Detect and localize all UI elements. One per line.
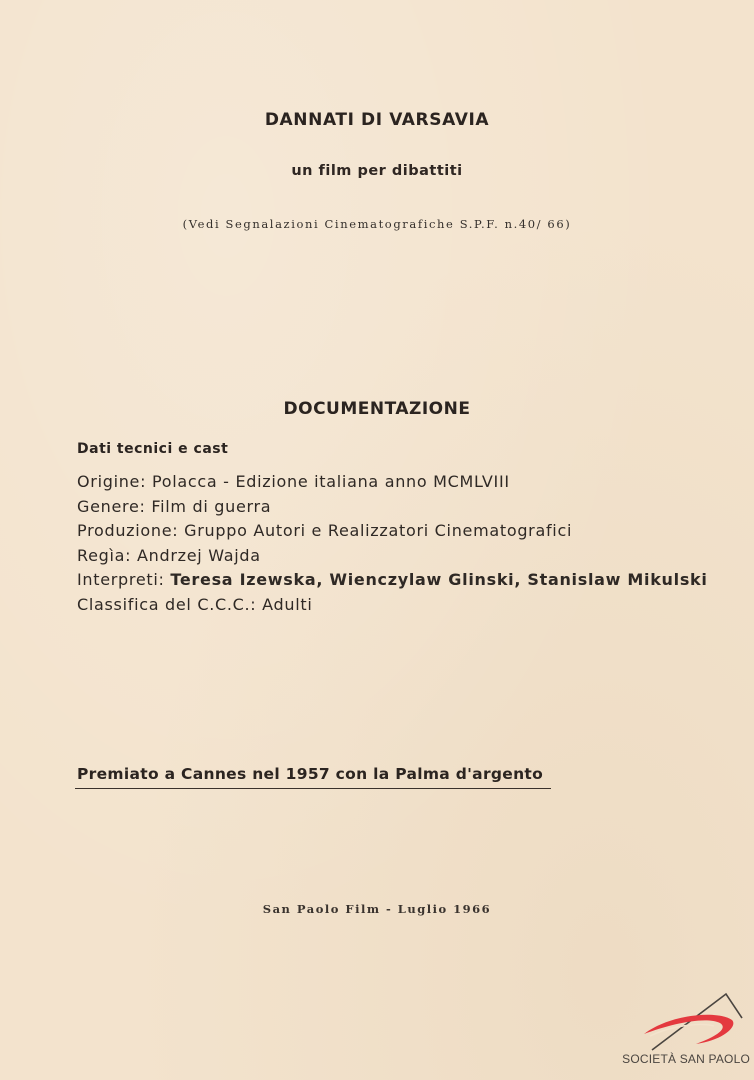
detail-production: Produzione: Gruppo Autori e Realizzatori Cinematografici [77,521,573,540]
detail-director: Regìa: Andrzej Wajda [77,545,261,565]
document-title: DANNATI DI VARSAVIA [264,110,490,130]
logo-text: SOCIETÀ SAN PAOLO [622,1052,750,1066]
detail-genre: Genere: Film di guerra [77,496,272,516]
reference-note: (Vedi Segnalazioni Cinematografiche S.P.F. n.40/ 66) [182,217,572,231]
publisher-logo [622,990,750,1070]
red-swoosh [644,1015,733,1044]
detail-origin: Origine: Polacca - Edizione italiana anno MCMLVIII [77,472,510,491]
section-title: DOCUMENTAZIONE [283,399,471,419]
section-subtitle: Dati tecnici e cast [77,441,229,457]
award-underline [75,788,551,789]
footer-credit: San Paolo Film - Luglio 1966 [262,902,492,916]
detail-cast [77,568,717,593]
award-line-text: Premiato a Cannes nel 1957 con la Palma d'argento [77,765,544,783]
cast-names: Teresa Izewska, Wienczylaw Glinski, Stanislaw Mikulski [170,570,708,589]
san-paolo-sword-swoosh-icon [640,990,744,1052]
detail-classification: Classifica del C.C.C.: Adulti [77,594,313,614]
document-subtitle: un film per dibattiti [291,163,463,179]
technical-details [77,470,717,617]
cast-label: Interpreti: [77,570,171,589]
